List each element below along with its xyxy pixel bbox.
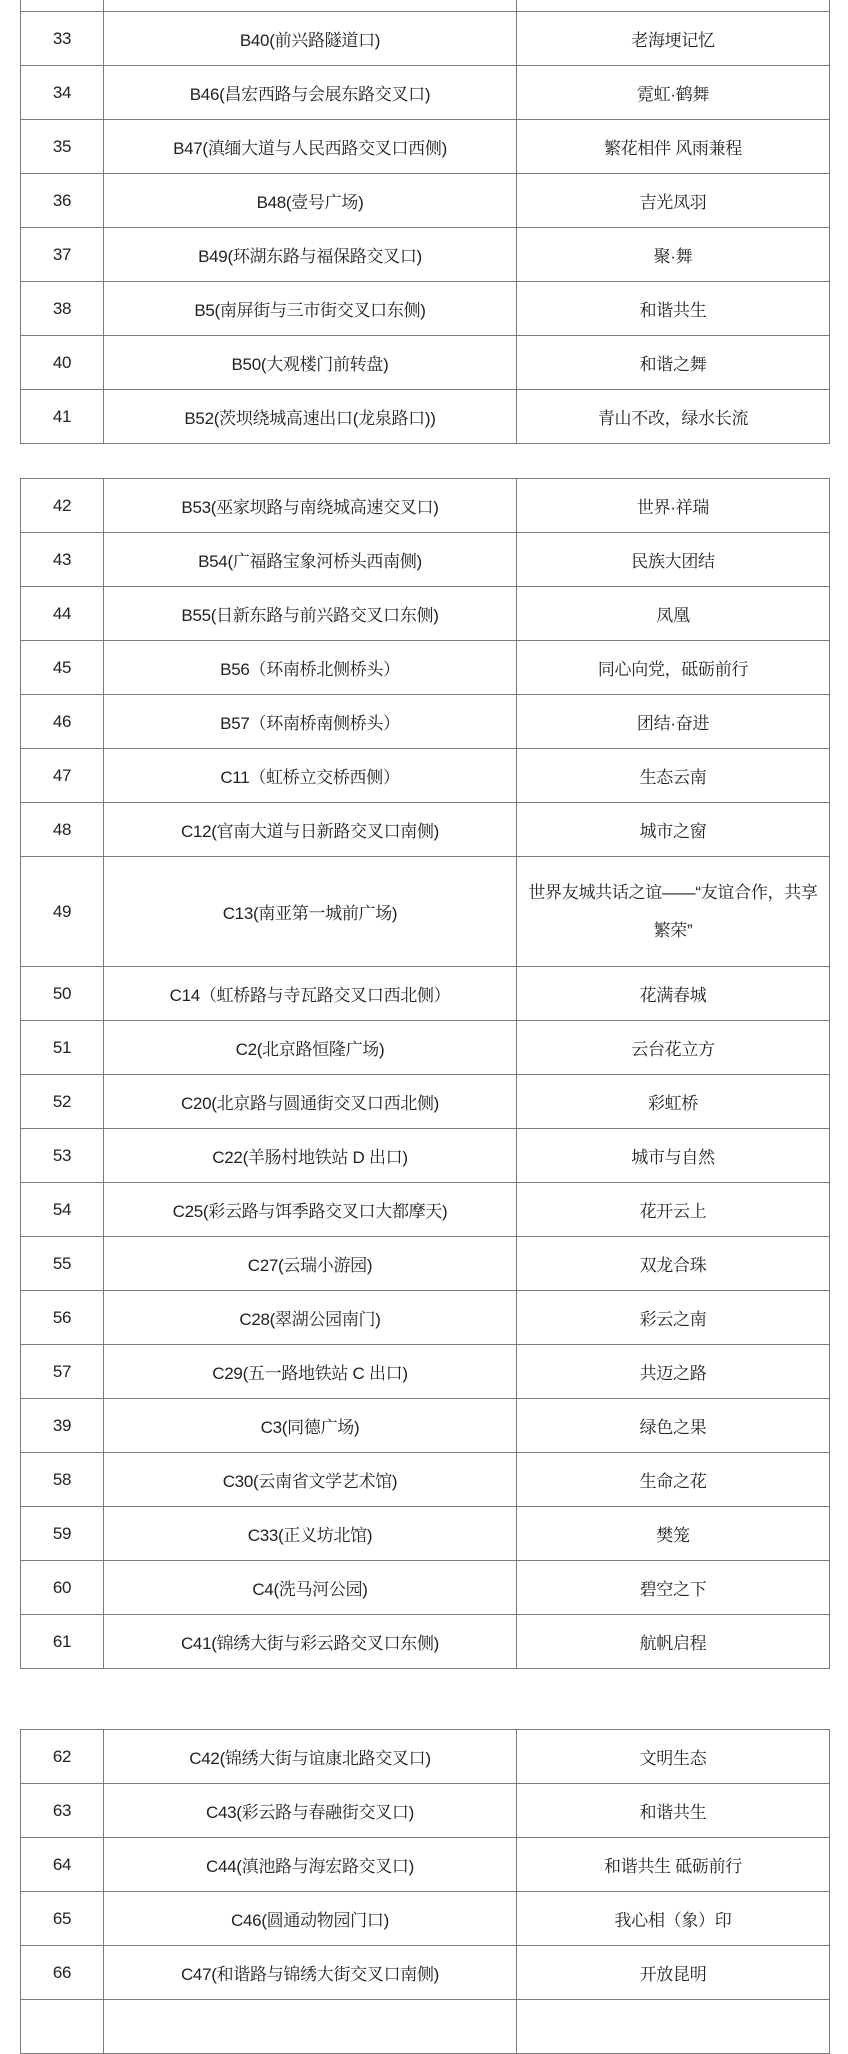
row-number: 33 (21, 12, 104, 66)
row-number: 36 (21, 174, 104, 228)
location-cell: C14（虹桥路与寺瓦路交叉口西北侧） (104, 967, 517, 1021)
row-number: 45 (21, 641, 104, 695)
table-row (21, 967, 830, 1021)
artwork-name-cell: 城市之窗 (517, 803, 830, 857)
artwork-name-cell: 和谐之舞 (517, 336, 830, 390)
artwork-name-cell: 繁花相伴 风雨兼程 (517, 120, 830, 174)
location-cell: C11（虹桥立交桥西侧） (104, 749, 517, 803)
table-row (21, 1838, 830, 1892)
row-number: 49 (21, 857, 104, 967)
artwork-name-cell: 城市与自然 (517, 1129, 830, 1183)
table-row (21, 12, 830, 66)
location-cell: C42(锦绣大街与谊康北路交叉口) (104, 1730, 517, 1784)
location-cell: C43(彩云路与春融街交叉口) (104, 1784, 517, 1838)
artwork-name-cell: 开放昆明 (517, 1946, 830, 2000)
artwork-name-cell: 生命之花 (517, 1453, 830, 1507)
artwork-name-cell: 世界友城共话之谊——“友谊合作，共享繁荣” (517, 857, 830, 967)
row-number (21, 0, 104, 12)
table-row (21, 1561, 830, 1615)
location-cell: B47(滇缅大道与人民西路交叉口西侧) (104, 120, 517, 174)
location-cell: C4(洗马河公园) (104, 1561, 517, 1615)
artwork-name-cell (517, 0, 830, 12)
artwork-name-cell: 我心相（象）印 (517, 1892, 830, 1946)
table-row (21, 749, 830, 803)
row-number: 63 (21, 1784, 104, 1838)
row-number: 35 (21, 120, 104, 174)
row-number: 65 (21, 1892, 104, 1946)
location-cell: C3(同德广场) (104, 1399, 517, 1453)
table-row (21, 336, 830, 390)
table-row (21, 228, 830, 282)
table-row (21, 695, 830, 749)
table-row (21, 0, 830, 12)
row-number: 64 (21, 1838, 104, 1892)
row-number: 44 (21, 587, 104, 641)
location-cell: B49(环湖东路与福保路交叉口) (104, 228, 517, 282)
table-row (21, 641, 830, 695)
artwork-name-cell: 和谐共生 (517, 1784, 830, 1838)
artwork-name-cell: 青山不改，绿水长流 (517, 390, 830, 444)
row-number: 48 (21, 803, 104, 857)
table-row (21, 1345, 830, 1399)
artwork-name-cell: 双龙合珠 (517, 1237, 830, 1291)
table-row (21, 1021, 830, 1075)
row-number: 46 (21, 695, 104, 749)
row-number: 40 (21, 336, 104, 390)
row-number: 37 (21, 228, 104, 282)
table-row (21, 66, 830, 120)
artwork-name-cell: 世界·祥瑞 (517, 479, 830, 533)
row-number: 34 (21, 66, 104, 120)
row-number: 42 (21, 479, 104, 533)
location-cell: C29(五一路地铁站 C 出口) (104, 1345, 517, 1399)
location-cell: B53(巫家坝路与南绕城高速交叉口) (104, 479, 517, 533)
table-row (21, 1507, 830, 1561)
artwork-name-cell: 彩虹桥 (517, 1075, 830, 1129)
artwork-name-cell: 文明生态 (517, 1730, 830, 1784)
table-row (21, 2000, 830, 2054)
artwork-name-cell: 航帆启程 (517, 1615, 830, 1669)
table-row (21, 1946, 830, 2000)
row-number: 41 (21, 390, 104, 444)
sculpture-table-1 (20, 0, 830, 444)
table-row (21, 479, 830, 533)
row-number: 56 (21, 1291, 104, 1345)
row-number: 50 (21, 967, 104, 1021)
table-row (21, 282, 830, 336)
table-row (21, 1892, 830, 1946)
location-cell: B52(茨坝绕城高速出口(龙泉路口)) (104, 390, 517, 444)
artwork-name-cell: 生态云南 (517, 749, 830, 803)
table-row (21, 1075, 830, 1129)
location-cell: B56（环南桥北侧桥头） (104, 641, 517, 695)
table-row (21, 174, 830, 228)
location-cell: B48(壹号广场) (104, 174, 517, 228)
location-cell: C2(北京路恒隆广场) (104, 1021, 517, 1075)
artwork-name-cell: 花满春城 (517, 967, 830, 1021)
artwork-name-cell: 吉光凤羽 (517, 174, 830, 228)
location-cell: B50(大观楼门前转盘) (104, 336, 517, 390)
artwork-name-cell: 团结·奋进 (517, 695, 830, 749)
location-cell: B54(广福路宝象河桥头西南侧) (104, 533, 517, 587)
table-row (21, 1183, 830, 1237)
location-cell (104, 0, 517, 12)
artwork-name-cell (517, 2000, 830, 2054)
row-number: 53 (21, 1129, 104, 1183)
location-cell: B55(日新东路与前兴路交叉口东侧) (104, 587, 517, 641)
artwork-name-cell: 老海埂记忆 (517, 12, 830, 66)
row-number: 60 (21, 1561, 104, 1615)
table-row (21, 587, 830, 641)
table-row (21, 120, 830, 174)
sculpture-table-3 (20, 1729, 830, 2054)
row-number: 43 (21, 533, 104, 587)
location-cell: B40(前兴路隧道口) (104, 12, 517, 66)
artwork-name-cell: 绿色之果 (517, 1399, 830, 1453)
row-number: 54 (21, 1183, 104, 1237)
location-cell (104, 2000, 517, 2054)
sculpture-table-2 (20, 478, 830, 1669)
artwork-name-cell: 彩云之南 (517, 1291, 830, 1345)
artwork-name-cell: 民族大团结 (517, 533, 830, 587)
table-row (21, 1453, 830, 1507)
row-number: 47 (21, 749, 104, 803)
location-cell: C13(南亚第一城前广场) (104, 857, 517, 967)
row-number: 58 (21, 1453, 104, 1507)
location-cell: B5(南屏街与三市街交叉口东侧) (104, 282, 517, 336)
table-row (21, 1237, 830, 1291)
table-row (21, 390, 830, 444)
artwork-name-cell: 和谐共生 砥砺前行 (517, 1838, 830, 1892)
row-number: 62 (21, 1730, 104, 1784)
location-cell: C30(云南省文学艺术馆) (104, 1453, 517, 1507)
location-cell: C41(锦绣大街与彩云路交叉口东侧) (104, 1615, 517, 1669)
location-cell: C44(滇池路与海宏路交叉口) (104, 1838, 517, 1892)
row-number: 55 (21, 1237, 104, 1291)
location-cell: C20(北京路与圆通街交叉口西北侧) (104, 1075, 517, 1129)
artwork-name-cell: 花开云上 (517, 1183, 830, 1237)
row-number: 61 (21, 1615, 104, 1669)
location-cell: C22(羊肠村地铁站 D 出口) (104, 1129, 517, 1183)
location-cell: C28(翠湖公园南门) (104, 1291, 517, 1345)
table-row (21, 1730, 830, 1784)
row-number: 66 (21, 1946, 104, 2000)
location-cell: B57（环南桥南侧桥头） (104, 695, 517, 749)
row-number: 57 (21, 1345, 104, 1399)
table-row (21, 1291, 830, 1345)
location-cell: B46(昌宏西路与会展东路交叉口) (104, 66, 517, 120)
artwork-name-cell: 云台花立方 (517, 1021, 830, 1075)
row-number: 52 (21, 1075, 104, 1129)
table-row (21, 533, 830, 587)
location-cell: C25(彩云路与饵季路交叉口大都摩天) (104, 1183, 517, 1237)
row-number: 51 (21, 1021, 104, 1075)
location-cell: C33(正义坊北馆) (104, 1507, 517, 1561)
artwork-name-cell: 同心向党，砥砺前行 (517, 641, 830, 695)
row-number (21, 2000, 104, 2054)
row-number: 39 (21, 1399, 104, 1453)
artwork-name-cell: 聚·舞 (517, 228, 830, 282)
location-cell: C46(圆通动物园门口) (104, 1892, 517, 1946)
table-row (21, 1615, 830, 1669)
location-cell: C47(和谐路与锦绣大街交叉口南侧) (104, 1946, 517, 2000)
table-row (21, 1399, 830, 1453)
artwork-name-cell: 共迈之路 (517, 1345, 830, 1399)
table-row (21, 803, 830, 857)
artwork-name-cell: 霓虹·鹤舞 (517, 66, 830, 120)
artwork-name-cell: 碧空之下 (517, 1561, 830, 1615)
row-number: 38 (21, 282, 104, 336)
artwork-name-cell: 凤凰 (517, 587, 830, 641)
table-row (21, 1129, 830, 1183)
location-cell: C27(云瑞小游园) (104, 1237, 517, 1291)
artwork-name-cell: 樊笼 (517, 1507, 830, 1561)
artwork-name-cell: 和谐共生 (517, 282, 830, 336)
row-number: 59 (21, 1507, 104, 1561)
table-row (21, 1784, 830, 1838)
location-cell: C12(官南大道与日新路交叉口南侧) (104, 803, 517, 857)
table-row (21, 857, 830, 967)
